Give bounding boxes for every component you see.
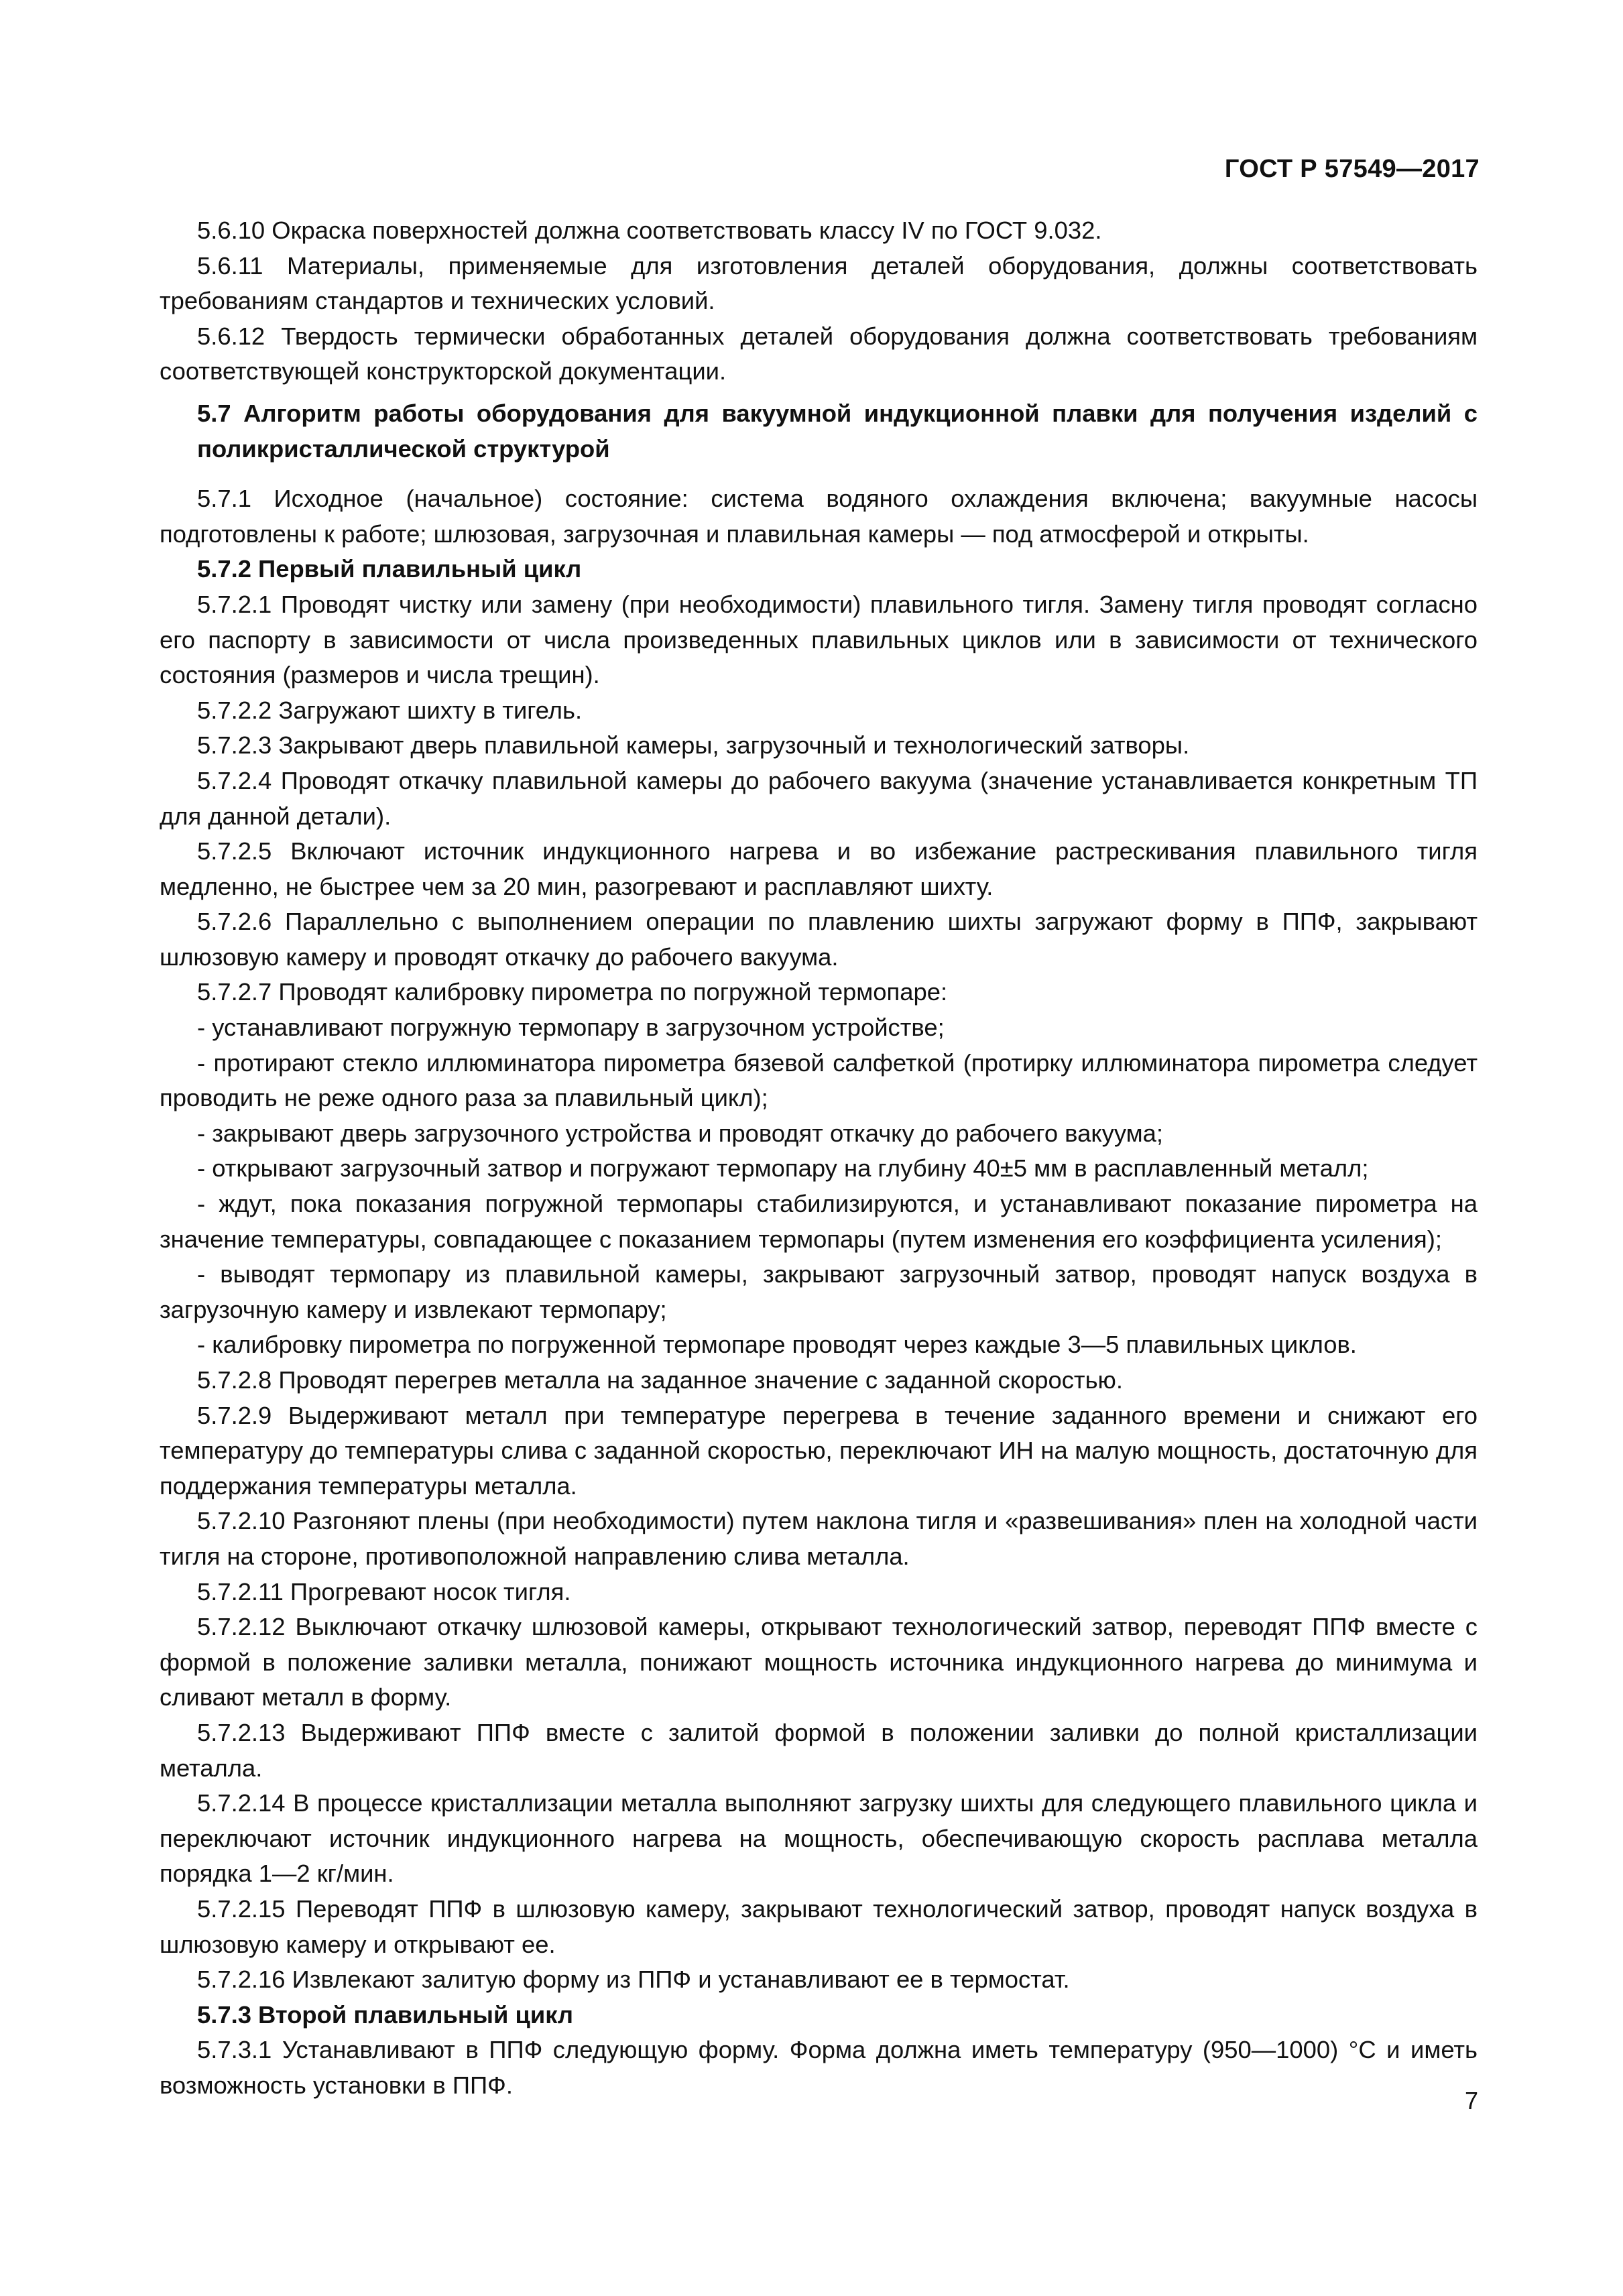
paragraph-5-7-2-11: 5.7.2.11 Прогревают носок тигля. [197, 1577, 571, 1606]
paragraph-5-7-2-1: 5.7.2.1 Проводят чистку или замену (при необходимости) плавильного тигля. Замену тигля проводят согласно его паспорту в зависимости от числа произведенных плавильных циклов или в зависимости от технического состояния (размеров и числа трещин). [160, 590, 1478, 689]
paragraph-5-7-2-4: 5.7.2.4 Проводят откачку плавильной камеры до рабочего вакуума (значение устанавливается конкретным ТП для данной детали). [160, 766, 1478, 830]
paragraph-5-7-2-16: 5.7.2.16 Извлекают залитую форму из ППФ и устанавливают ее в термостат. [197, 1966, 1070, 1994]
paragraph-5-7-2-9: 5.7.2.9 Выдерживают металл при температуре перегрева в течение заданного времени и снижают его температуру до температуры слива с заданной скоростью, переключают ИН на малую мощность, достаточную для поддержания температуры металла. [160, 1401, 1478, 1500]
paragraph-5-7-2-7: 5.7.2.7 Проводят калибровку пирометра по погружной термопаре: [197, 978, 948, 1006]
list-item: - протирают стекло иллюминатора пирометра бязевой салфеткой (протирку иллюминатора пирометра следует проводить не реже одного раза за плавильный цикл); [160, 1048, 1478, 1112]
list-item: - устанавливают погружную термопару в загрузочном устройстве; [197, 1014, 945, 1042]
paragraph-5-7-3-1: 5.7.3.1 Устанавливают в ППФ следующую форму. Форма должна иметь температуру (950—1000) °С и иметь возможность установки в ППФ. [160, 2036, 1478, 2099]
paragraph-5-7-2-10: 5.7.2.10 Разгоняют плены (при необходимости) путем наклона тигля и «развешивания» плен на холодной части тигля на стороне, противоположной направлению слива металла. [160, 1507, 1478, 1570]
paragraph-5-7-2-3: 5.7.2.3 Закрывают дверь плавильной камеры, загрузочный и технологический затворы. [197, 731, 1190, 760]
paragraph-5-6-10: 5.6.10 Окраска поверхностей должна соответствовать классу IV по ГОСТ 9.032. [197, 217, 1102, 244]
list-item: - калибровку пирометра по погруженной термопаре проводят через каждые 3—5 плавильных циклов. [197, 1331, 1357, 1359]
paragraph-5-7-1: 5.7.1 Исходное (начальное) состояние: система водяного охлаждения включена; вакуумные насосы подготовлены к работе; шлюзовая, загрузочная и плавильная камеры — под атмосферой и открыты. [160, 485, 1478, 548]
paragraph-5-7-2-8: 5.7.2.8 Проводят перегрев металла на заданное значение с заданной скоростью. [197, 1366, 1123, 1394]
subsection-heading-5-7-3: 5.7.3 Второй плавильный цикл [197, 2000, 573, 2029]
list-item: - закрывают дверь загрузочного устройства и проводят откачку до рабочего вакуума; [197, 1119, 1164, 1147]
document-body [160, 213, 1478, 2103]
paragraph-5-7-2-15: 5.7.2.15 Переводят ППФ в шлюзовую камеру, закрывают технологический затвор, проводят напуск воздуха в шлюзовую камеру и открывают ее. [160, 1894, 1478, 1958]
paragraph-5-7-2-13: 5.7.2.13 Выдерживают ППФ вместе с залитой формой в положении заливки до полной кристаллизации металла. [160, 1718, 1478, 1782]
paragraph-5-7-2-6: 5.7.2.6 Параллельно с выполнением операции по плавлению шихты загружают форму в ППФ, закрывают шлюзовую камеру и проводят откачку до рабочего вакуума. [160, 908, 1478, 971]
section-heading-5-7: 5.7 Алгоритм работы оборудования для вакуумной индукционной плавки для получения изделий с поликристаллической структурой [197, 399, 1478, 463]
subsection-heading-5-7-2: 5.7.2 Первый плавильный цикл [197, 555, 582, 583]
paragraph-5-7-2-2: 5.7.2.2 Загружают шихту в тигель. [197, 696, 583, 724]
paragraph-5-7-2-12: 5.7.2.12 Выключают откачку шлюзовой камеры, открывают технологический затвор, переводят ППФ вместе с формой в положение заливки металла, понижают мощность источника индукционного нагрева до минимума и сливают металл в форму. [160, 1613, 1478, 1711]
document-code: ГОСТ Р 57549—2017 [1224, 155, 1480, 183]
list-item: - ждут, пока показания погружной термопары стабилизируются, и устанавливают показание пирометра на значение температуры, совпадающее с показанием термопары (путем изменения его коэффициента усиления); [160, 1190, 1478, 1253]
paragraph-5-6-12: 5.6.12 Твердость термически обработанных деталей оборудования должна соответствовать требованиям соответствующей конструкторской документации. [160, 322, 1478, 385]
paragraph-5-7-2-5: 5.7.2.5 Включают источник индукционного нагрева и во избежание растрескивания плавильного тигля медленно, не быстрее чем за 20 мин, разогревают и расплавляют шихту. [160, 837, 1478, 900]
list-item: - выводят термопару из плавильной камеры, закрывают загрузочный затвор, проводят напуск воздуха в загрузочную камеру и извлекают термопару; [160, 1260, 1478, 1323]
paragraph-5-7-2-14: 5.7.2.14 В процессе кристаллизации металла выполняют загрузку шихты для следующего плавильного цикла и переключают источник индукционного нагрева на мощность, обеспечивающую скорость расплава металла порядка 1—2 кг/мин. [160, 1789, 1478, 1888]
page-number: 7 [1464, 2087, 1478, 2114]
paragraph-5-6-11: 5.6.11 Материалы, применяемые для изготовления деталей оборудования, должны соответствовать требованиям стандартов и технических условий. [160, 251, 1478, 315]
list-item: - открывают загрузочный затвор и погружают термопару на глубину 40±5 мм в расплавленный металл; [197, 1154, 1369, 1183]
